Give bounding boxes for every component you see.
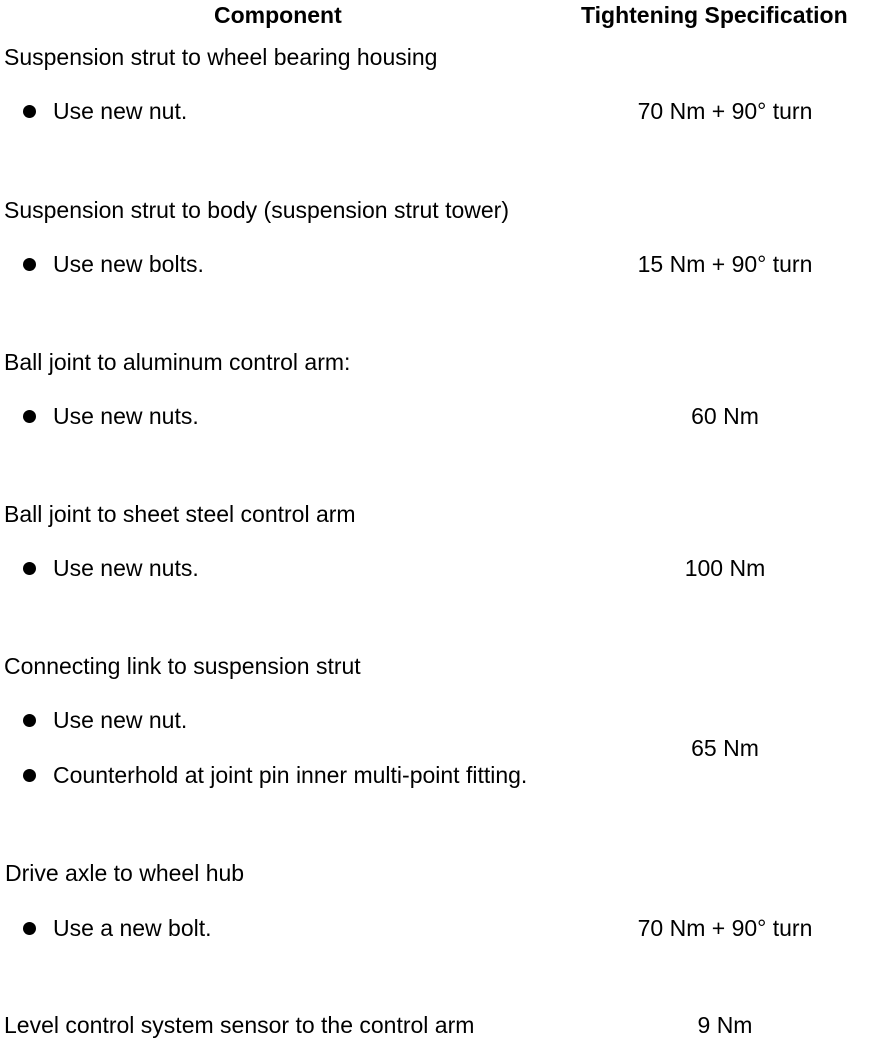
component-label: Level control system sensor to the control arm [4, 1012, 475, 1038]
bullet-note: Counterhold at joint pin inner multi-point fitting. [53, 762, 528, 788]
bullet-icon [23, 562, 36, 575]
component-label: Ball joint to aluminum control arm: [4, 349, 351, 375]
bullet-note: Use a new bolt. [53, 915, 212, 941]
bullet-icon [23, 258, 36, 271]
component-label: Drive axle to wheel hub [5, 860, 245, 886]
spec-value: 65 Nm [691, 735, 759, 761]
component-label: Connecting link to suspension strut [4, 653, 361, 679]
spec-value: 70 Nm + 90° turn [637, 915, 813, 941]
spec-value: 9 Nm [697, 1012, 753, 1038]
header-component: Component [214, 2, 342, 28]
bullet-icon [23, 922, 36, 935]
bullet-note: Use new nut. [53, 98, 188, 124]
spec-value: 60 Nm [691, 403, 759, 429]
component-label: Suspension strut to wheel bearing housing [4, 44, 438, 70]
bullet-note: Use new nuts. [53, 403, 199, 429]
header-spec: Tightening Specification [581, 2, 848, 28]
component-label: Ball joint to sheet steel control arm [4, 501, 356, 527]
spec-value: 70 Nm + 90° turn [637, 98, 813, 124]
bullet-icon [23, 410, 36, 423]
component-label: Suspension strut to body (suspension strut tower) [4, 197, 509, 223]
spec-value: 15 Nm + 90° turn [637, 251, 813, 277]
bullet-note: Use new nut. [53, 707, 188, 733]
bullet-note: Use new bolts. [53, 251, 204, 277]
spec-value: 100 Nm [684, 555, 766, 581]
bullet-icon [23, 769, 36, 782]
bullet-icon [23, 105, 36, 118]
bullet-icon [23, 714, 36, 727]
bullet-note: Use new nuts. [53, 555, 199, 581]
